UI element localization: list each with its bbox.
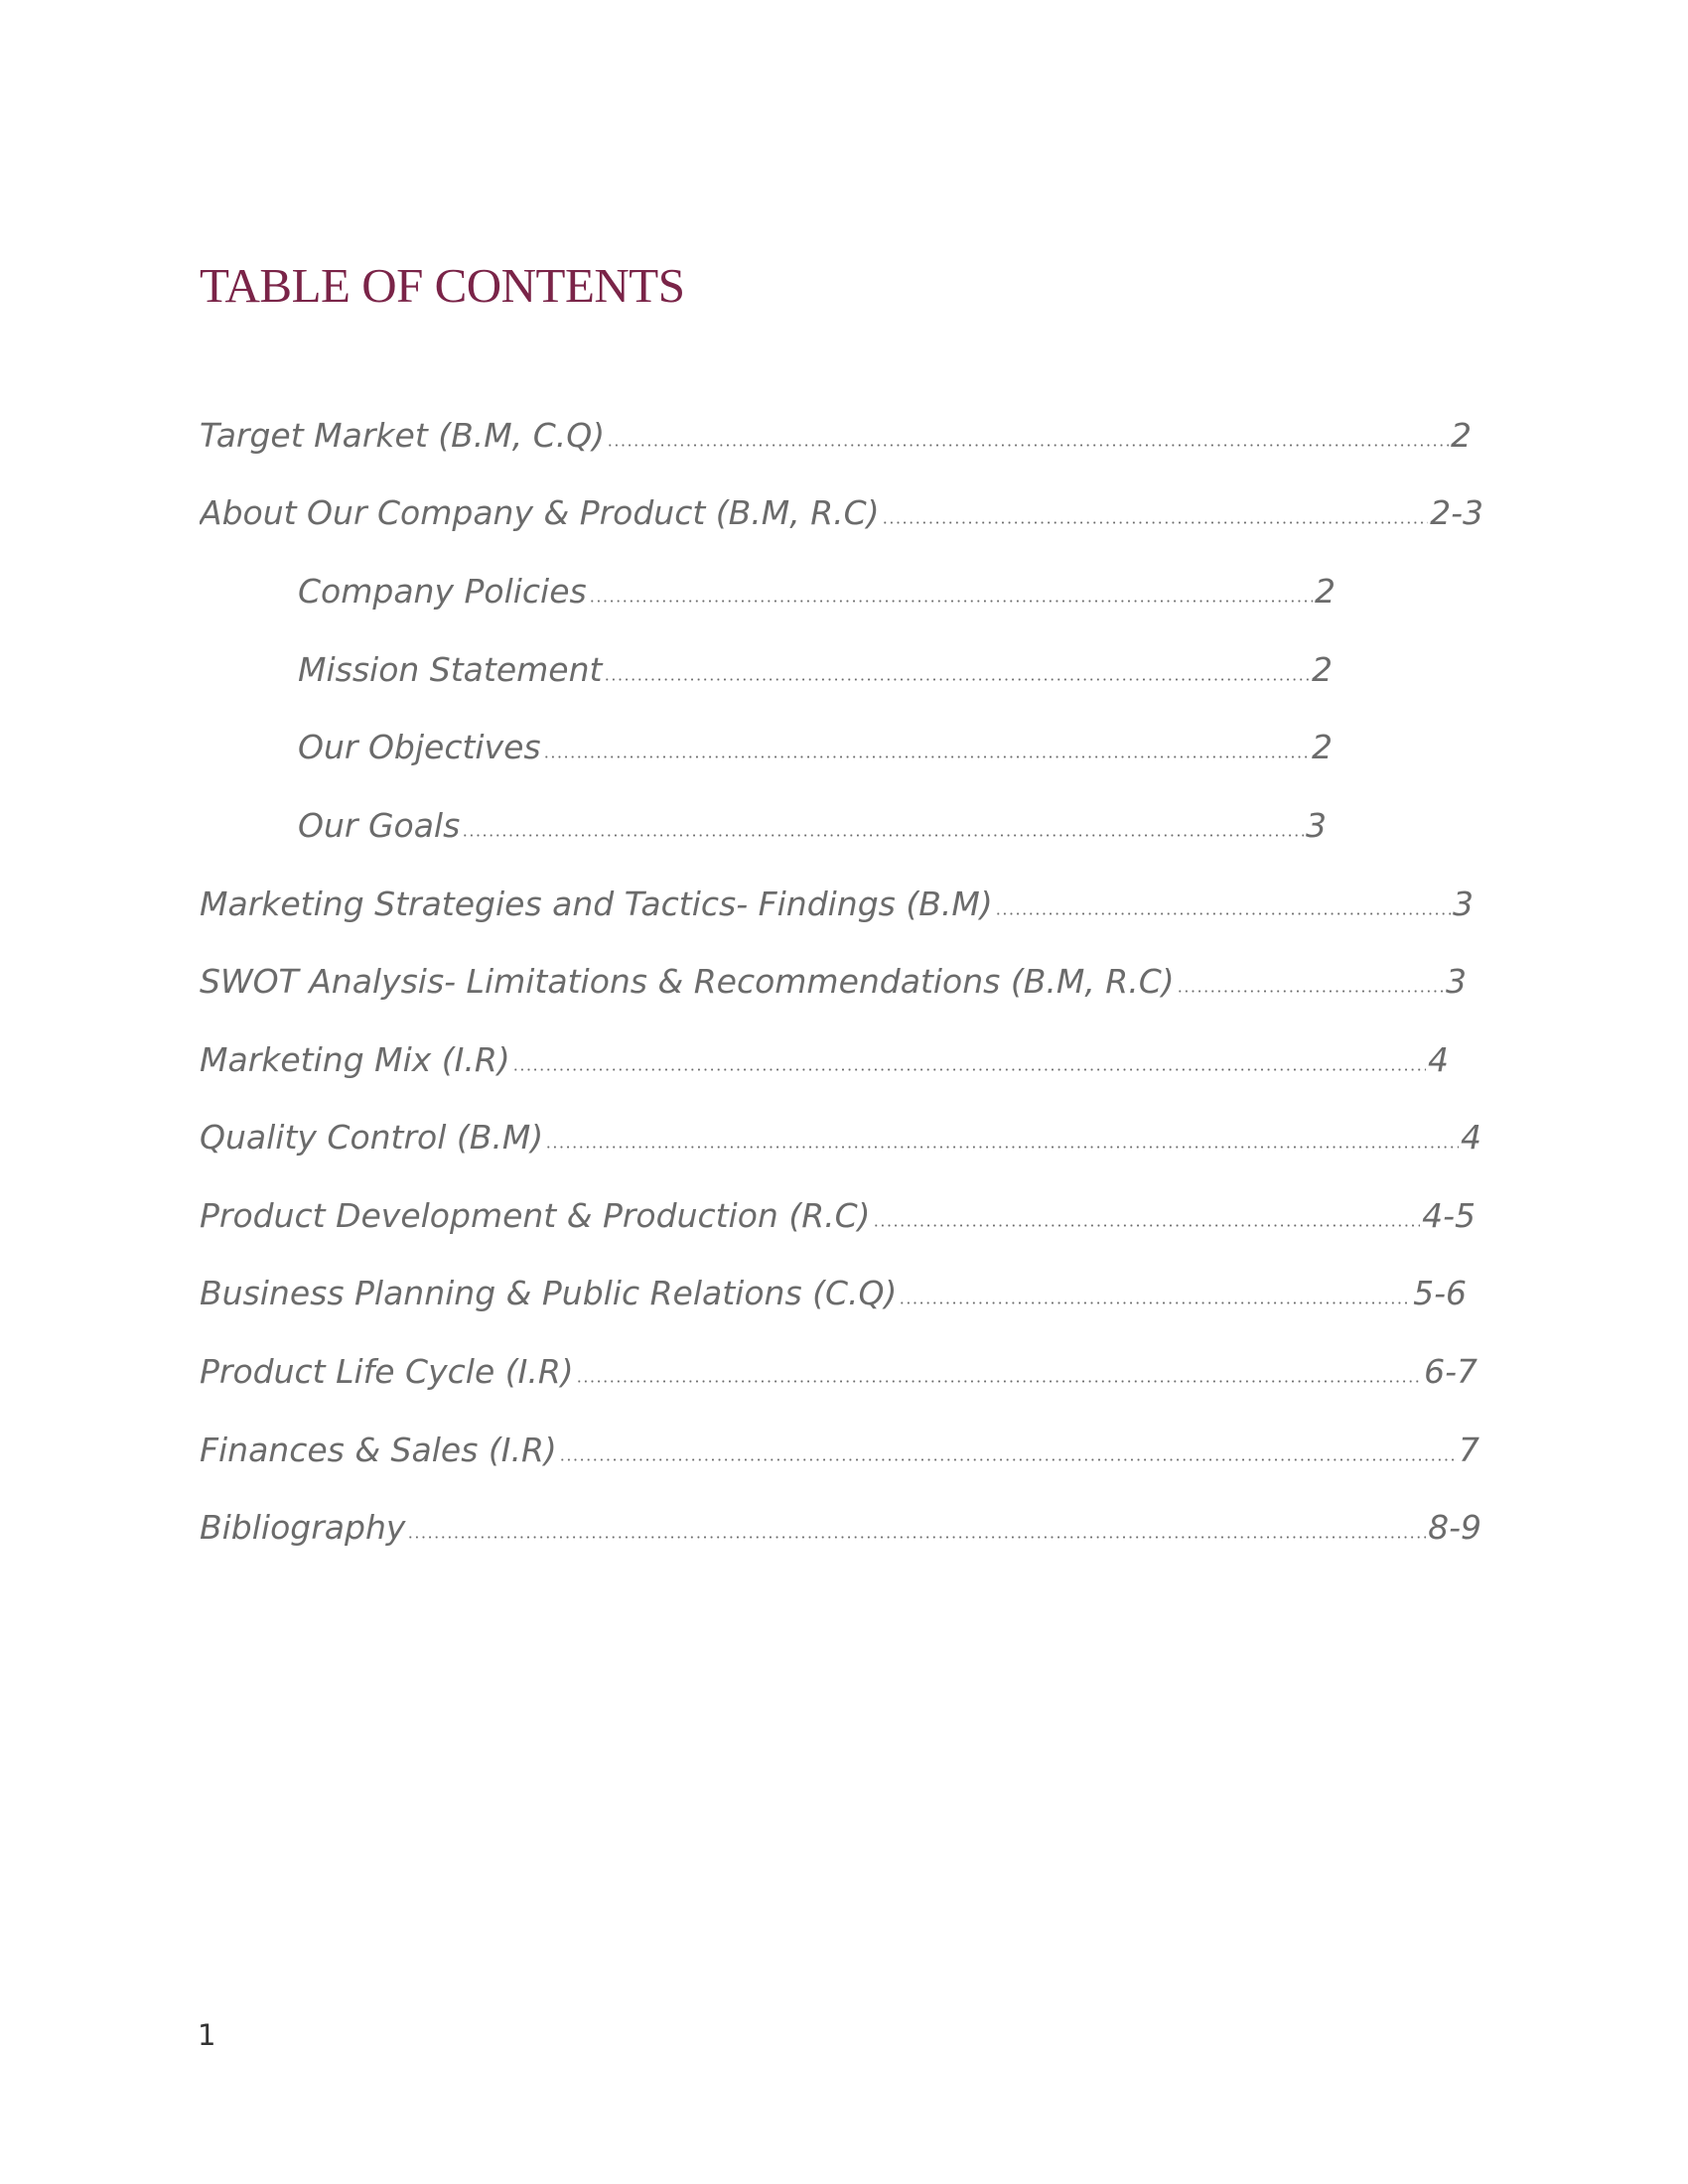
toc-entry-quality-control[interactable] xyxy=(200,1109,1481,1159)
toc-entry-page: 2 xyxy=(1315,572,1336,611)
toc-entry-product-life-cycle[interactable] xyxy=(200,1343,1477,1393)
page-title: TABLE OF CONTENTS xyxy=(200,258,685,313)
toc-dot-leader xyxy=(899,1301,1411,1304)
toc-entry-title: About Our Company & Product (B.M, R.C) xyxy=(200,493,880,532)
toc-entry-title: Target Market (B.M, C.Q) xyxy=(200,416,606,455)
toc-entry-company-policies[interactable] xyxy=(298,563,1336,613)
toc-dot-leader xyxy=(873,1224,1421,1227)
toc-entry-page: 7 xyxy=(1459,1431,1479,1469)
toc-entry-page: 2 xyxy=(1312,650,1333,689)
toc-dot-leader xyxy=(1177,990,1444,993)
toc-entry-marketing-strategies[interactable] xyxy=(200,876,1474,925)
toc-entry-bibliography[interactable] xyxy=(200,1499,1481,1549)
toc-dot-leader xyxy=(545,1146,1459,1149)
toc-dot-leader xyxy=(589,600,1313,603)
toc-dot-leader xyxy=(462,834,1304,837)
page-number: 1 xyxy=(198,2018,216,2052)
toc-dot-leader xyxy=(882,521,1429,524)
toc-entry-title: Our Goals xyxy=(298,806,461,845)
toc-entry-page: 4 xyxy=(1461,1118,1481,1157)
toc-dot-leader xyxy=(607,444,1449,447)
toc-dot-leader xyxy=(604,678,1310,681)
toc-entry-product-development[interactable] xyxy=(200,1187,1476,1237)
toc-entry-title: Marketing Strategies and Tactics- Findings (B.M) xyxy=(200,885,993,923)
toc-entry-title: Quality Control (B.M) xyxy=(200,1118,544,1157)
toc-entry-page: 2 xyxy=(1451,416,1472,455)
toc-entry-page: 6-7 xyxy=(1424,1352,1477,1391)
toc-entry-title: Marketing Mix (I.R) xyxy=(200,1040,510,1079)
toc-entry-title: Bibliography xyxy=(200,1508,406,1547)
toc-entry-our-objectives[interactable] xyxy=(298,719,1333,768)
toc-entry-finances-and-sales[interactable] xyxy=(200,1422,1479,1471)
toc-entry-page: 2-3 xyxy=(1430,493,1483,532)
toc-entry-about-our-company[interactable] xyxy=(200,484,1483,534)
toc-dot-leader xyxy=(512,1068,1426,1071)
toc-entry-page: 8-9 xyxy=(1428,1508,1481,1547)
toc-entry-title: Product Life Cycle (I.R) xyxy=(200,1352,574,1391)
toc-entry-page: 4 xyxy=(1428,1040,1449,1079)
toc-entry-business-planning[interactable] xyxy=(200,1265,1467,1314)
toc-entry-title: Company Policies xyxy=(298,572,587,611)
toc-dot-leader xyxy=(576,1380,1422,1383)
toc-entry-mission-statement[interactable] xyxy=(298,641,1333,691)
toc-entry-page: 4-5 xyxy=(1422,1196,1476,1235)
toc-dot-leader xyxy=(407,1536,1426,1539)
toc-entry-title: SWOT Analysis- Limitations & Recommendations (B.M, R.C) xyxy=(200,962,1175,1001)
toc-entry-title: Business Planning & Public Relations (C.Q) xyxy=(200,1274,898,1312)
toc-dot-leader xyxy=(995,912,1451,915)
toc-entry-title: Product Development & Production (R.C) xyxy=(200,1196,871,1235)
toc-entry-swot-analysis[interactable] xyxy=(200,953,1467,1003)
toc-dot-leader xyxy=(559,1458,1457,1461)
toc-entry-page: 2 xyxy=(1312,728,1333,766)
toc-entry-page: 5-6 xyxy=(1413,1274,1467,1312)
toc-entry-title: Mission Statement xyxy=(298,650,603,689)
toc-entry-title: Finances & Sales (I.R) xyxy=(200,1431,557,1469)
toc-entry-page: 3 xyxy=(1446,962,1467,1001)
toc-dot-leader xyxy=(543,755,1310,758)
toc-entry-page: 3 xyxy=(1453,885,1474,923)
toc-entry-our-goals[interactable] xyxy=(298,797,1327,847)
toc-entry-title: Our Objectives xyxy=(298,728,541,766)
toc-entry-target-market[interactable] xyxy=(200,407,1472,457)
toc-entry-marketing-mix[interactable] xyxy=(200,1031,1449,1081)
toc-entry-page: 3 xyxy=(1306,806,1327,845)
